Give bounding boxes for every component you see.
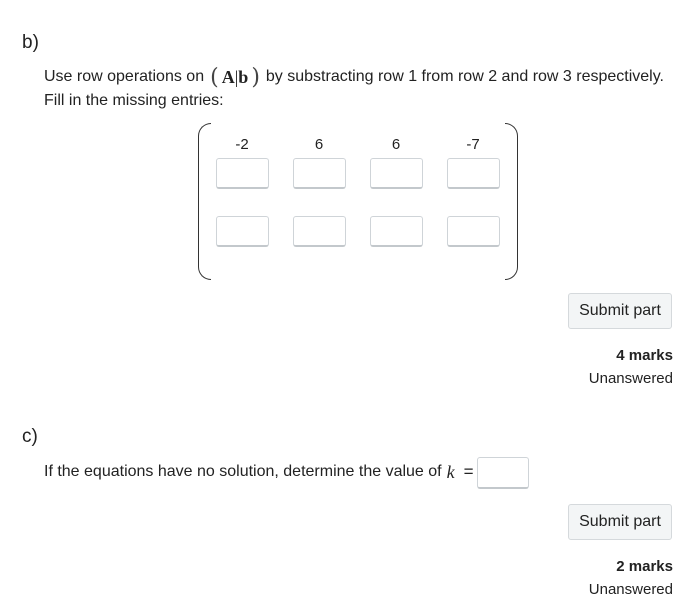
matrix-right-bracket — [505, 123, 518, 280]
equals-sign: = — [463, 462, 474, 481]
matrix-r2-c1-input[interactable] — [216, 158, 269, 189]
matrix-r3-c4-input[interactable] — [447, 216, 500, 247]
matrix-b-symbol: b — [238, 66, 249, 87]
question-text: If the equations have no solution, determine the value of — [44, 463, 442, 480]
part-b-marks: 4 marks — [616, 347, 673, 364]
matrix-left-bracket — [198, 123, 211, 280]
instruction-prefix: Use row operations on — [44, 68, 205, 85]
part-b-label: b) — [22, 32, 39, 53]
part-b-status: Unanswered — [588, 370, 673, 387]
matrix-r1-c4: -7 — [466, 136, 480, 153]
matrix-r1-c2: 6 — [314, 136, 324, 153]
part-c-label: c) — [22, 426, 38, 447]
matrix-r3-c3-input[interactable] — [370, 216, 423, 247]
instruction-suffix: by substracting row 1 from row 2 and row 3 respectively. — [265, 68, 664, 85]
matrix-r3-c2-input[interactable] — [293, 216, 346, 247]
part-c-question — [44, 461, 474, 483]
matrix-a-symbol: A — [221, 66, 235, 87]
instruction-line2: Fill in the missing entries: — [44, 92, 224, 109]
part-b-submit-button[interactable]: Submit part — [568, 293, 672, 329]
matrix-r2-c2-input[interactable] — [293, 158, 346, 189]
matrix-separator: | — [234, 66, 239, 87]
part-c-marks: 2 marks — [616, 558, 673, 575]
part-b-instruction — [44, 66, 664, 88]
augmented-matrix-notation: ( A | b ) — [210, 64, 260, 90]
variable-k: k — [446, 461, 455, 482]
part-c-submit-button[interactable]: Submit part — [568, 504, 672, 540]
matrix-r1-c1: -2 — [235, 136, 249, 153]
matrix-r2-c3-input[interactable] — [370, 158, 423, 189]
matrix-r3-c1-input[interactable] — [216, 216, 269, 247]
k-answer-input[interactable] — [477, 457, 529, 489]
matrix-r1-c3: 6 — [391, 136, 401, 153]
matrix-r2-c4-input[interactable] — [447, 158, 500, 189]
part-c-status: Unanswered — [588, 581, 673, 598]
